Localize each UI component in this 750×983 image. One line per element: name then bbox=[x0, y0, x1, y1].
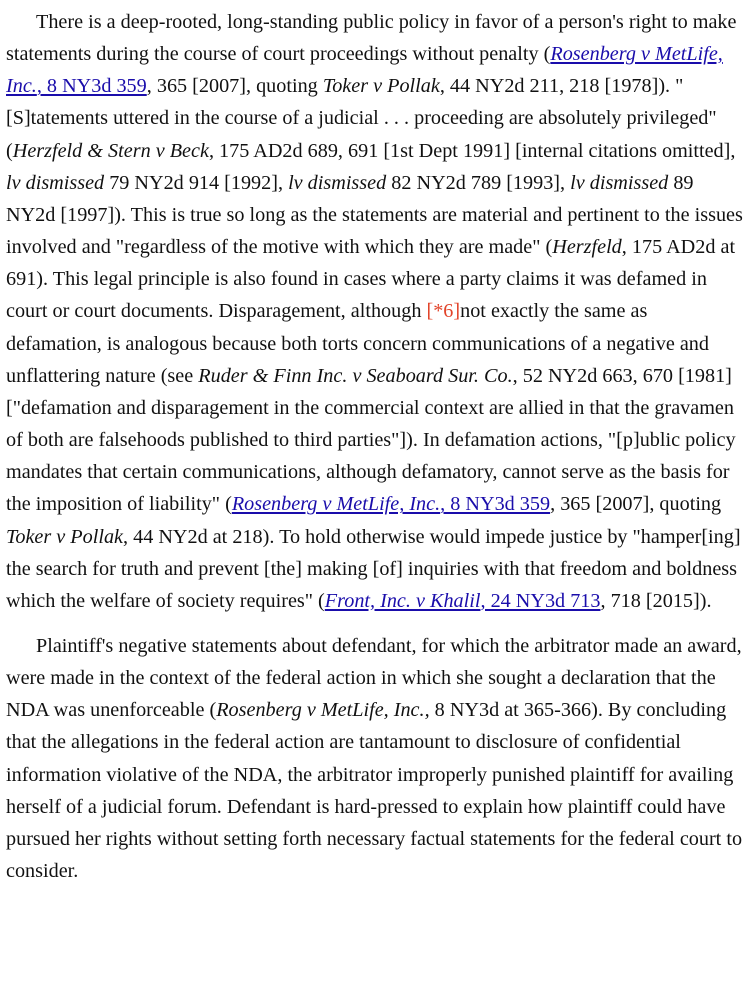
text-segment: , 44 NY2d at 218). To hold otherwise would impede justice by "hamper[ing] the search for truth and prevent [the] making [of] inquiries with that freedom and boldness which the welfare of society requires" ( bbox=[6, 525, 741, 612]
lv-dismissed-label: lv dismissed bbox=[288, 171, 387, 194]
case-name-ruder: Ruder & Finn Inc. v Seaboard Sur. Co. bbox=[198, 364, 513, 387]
page-marker-6[interactable]: [*6] bbox=[426, 300, 461, 323]
lv-dismissed-label: lv dismissed bbox=[570, 171, 669, 194]
text-segment: , 175 AD2d at 691). This legal principle is also found in cases where a party claims it was defamed in court or court documents. Disparagement, although bbox=[6, 236, 736, 323]
paragraph-privilege bbox=[6, 6, 746, 617]
text-segment: Plaintiff's negative statements about defendant, for which the arbitrator made an award, were made in the context of the federal action in which she sought a declaration that the NDA was unenforceable ( bbox=[6, 634, 742, 722]
reporter-cite: , 8 NY3d 359 bbox=[36, 75, 147, 98]
text-segment: There is a deep-rooted, long-standing public policy in favor of a person's right to make statements during the course of court proceedings without penalty ( bbox=[6, 11, 737, 66]
lv-dismissed-label: lv dismissed bbox=[6, 171, 105, 194]
citation-link-front-khalil[interactable] bbox=[325, 590, 601, 612]
case-name: Front, Inc. v Khalil bbox=[324, 589, 481, 612]
case-name: Rosenberg v MetLife, Inc. bbox=[231, 493, 441, 516]
case-name-toker: Toker v Pollak bbox=[6, 525, 123, 548]
citation-link-rosenberg-2[interactable] bbox=[232, 493, 550, 515]
text-segment: 89 NY2d [1997]). This is true so long as the statements are material and pertinent to the issues involved and "regardless of the motive with which they are made" ( bbox=[6, 171, 743, 259]
case-name-herzfeld-stern: Herzfeld & Stern v Beck bbox=[12, 139, 209, 162]
paragraph-plaintiff-statements bbox=[6, 630, 746, 887]
case-name-rosenberg: Rosenberg v MetLife, Inc., bbox=[216, 699, 430, 722]
text-segment: , 718 [2015]). bbox=[600, 589, 712, 612]
text-segment: , 365 [2007], quoting bbox=[146, 75, 323, 98]
text-segment: not exactly the same as defamation, is analogous because both torts concern communications of a negative and unflattering nature (see bbox=[6, 300, 709, 387]
case-name-herzfeld: Herzfeld bbox=[552, 236, 622, 259]
text-segment: , 175 AD2d 689, 691 [1st Dept 1991] [internal citations omitted], bbox=[208, 139, 736, 162]
text-segment: , 52 NY2d 663, 670 [1981] ["defamation and disparagement in the commercial context are allied in that the gravamen of both are falsehoods published to third parties"]). In defamation actions, "[p]ublic policy mandates that certain communications, although defamatory, cannot serve as the basis for the imposition of liability" ( bbox=[6, 364, 736, 516]
case-name-toker: Toker v Pollak bbox=[322, 75, 440, 98]
reporter-cite: , 8 NY3d 359 bbox=[440, 493, 551, 516]
text-segment: , 365 [2007], quoting bbox=[550, 493, 722, 516]
text-segment: 82 NY2d 789 [1993], bbox=[386, 171, 571, 194]
reporter-cite: , 24 NY3d 713 bbox=[480, 589, 601, 612]
text-segment: , 44 NY2d 211, 218 [1978]). "[S]tatements uttered in the course of a judicial . . . proceeding are absolutely privileged" ( bbox=[6, 75, 717, 162]
case-name: Rosenberg v MetLife, Inc. bbox=[6, 43, 723, 98]
text-segment: 8 NY3d at 365-366). By concluding that the allegations in the federal action are tantamount to disclosure of confidential information violative of the NDA, the arbitrator improperly punished plaintiff for availing herself of a judicial forum. Defendant is hard-pressed to explain how plaintiff could have pursued her rights without setting forth necessary factual statements for the federal court to consider. bbox=[6, 699, 743, 883]
text-segment: 79 NY2d 914 [1992], bbox=[104, 171, 289, 194]
